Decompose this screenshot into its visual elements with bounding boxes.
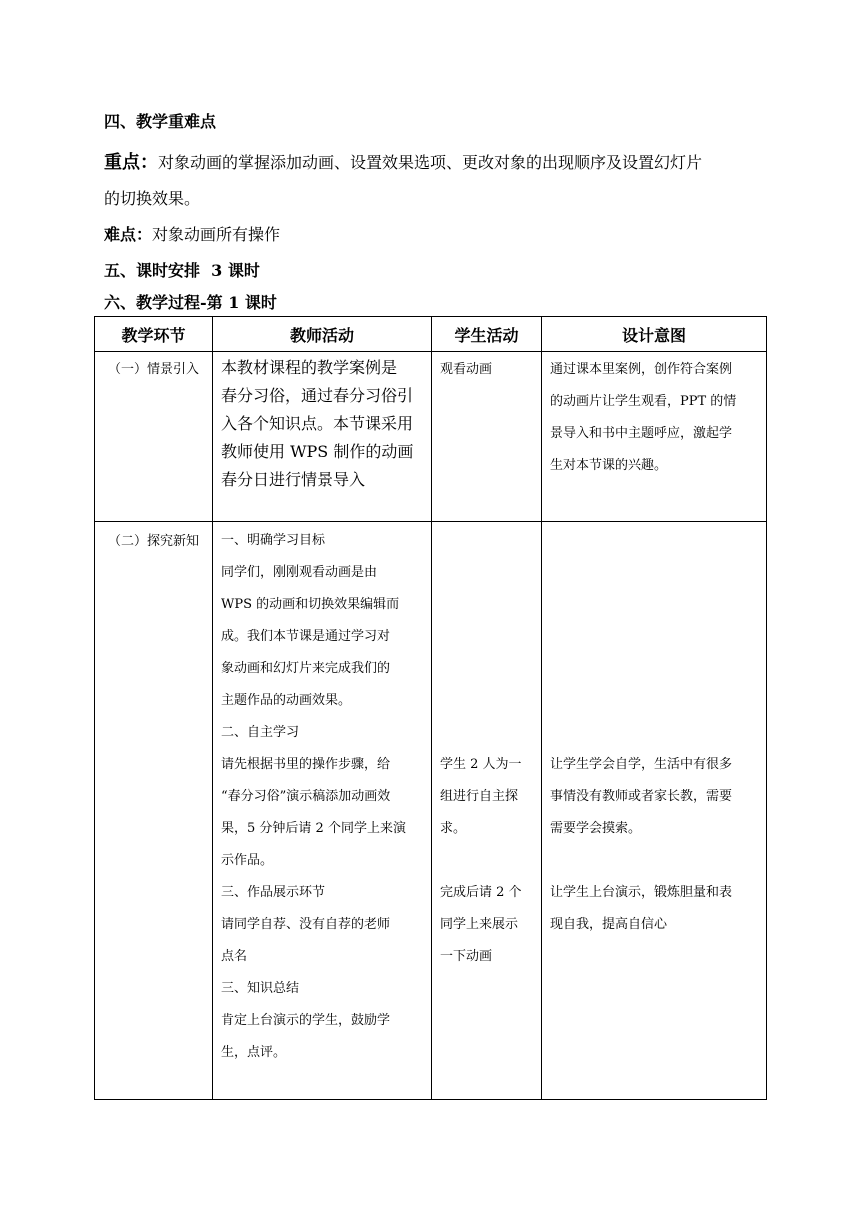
header-student: 学生活动 (432, 317, 542, 352)
row2-teacher-line: 主题作品的动画效果。 (221, 693, 352, 708)
row2-teacher-line: 三、知识总结 (221, 981, 300, 996)
row2-intent-line (550, 845, 760, 877)
key-points-line-1 (104, 148, 702, 174)
table-header-row (95, 317, 767, 352)
row2-student-line (440, 557, 535, 589)
row2-student-line: 组进行自主探 (440, 789, 519, 804)
header-teacher: 教师活动 (213, 317, 432, 352)
row2-student-line (440, 717, 535, 749)
row1-intent (542, 352, 767, 522)
row2-teacher-line: 象动画和幻灯片来完成我们的 (221, 661, 391, 676)
row2-intent-line: 需要学会摸索。 (550, 821, 642, 836)
header-intent: 设计意图 (542, 317, 767, 352)
row1-student (432, 352, 542, 522)
row2-teacher-line: WPS 的动画和切换效果编辑而 (221, 597, 400, 612)
row2-teacher-line: 同学们，刚刚观看动画是由 (221, 565, 378, 580)
row2-intent-line (550, 589, 760, 621)
row2-intent-line: 事情没有教师或者家长教，需要 (550, 789, 733, 804)
row1-teacher-line: 春分习俗，通过春分习俗引 (221, 386, 414, 405)
row2-teacher-line: 三、作品展示环节 (221, 885, 326, 900)
row2-teacher-line: 生，点评。 (221, 1045, 287, 1060)
row2-student-line (440, 589, 535, 621)
row2-student-line: 完成后请 2 个 (440, 885, 522, 900)
heading-schedule: 五、课时安排 3 课时 (104, 261, 260, 280)
row1-intent-line: 的动画片让学生观看，PPT 的情 (550, 394, 737, 409)
row2-student-line: 学生 2 人为一 (440, 757, 522, 772)
row2-teacher-line: 肯定上台演示的学生，鼓励学 (221, 1013, 391, 1028)
row2-student-line (440, 621, 535, 653)
row2-intent-line (550, 621, 760, 653)
row2-student (432, 522, 542, 1100)
row2-teacher-line: 成。我们本节课是通过学习对 (221, 629, 391, 644)
row2-intent-line: 让学生学会自学，生活中有很多 (550, 757, 733, 772)
row2-intent-line (550, 525, 760, 557)
row2-student-line (440, 685, 535, 717)
table-row (95, 352, 767, 522)
row2-intent-line: 让学生上台演示，锻炼胆量和表 (550, 885, 733, 900)
row2-intent-line (550, 653, 760, 685)
row2-intent-line (550, 685, 760, 717)
row1-teacher-line: 春分日进行情景导入 (221, 470, 366, 489)
row2-student-line (440, 845, 535, 877)
row2-teacher-line: “春分习俗”演示稿添加动画效 (221, 789, 391, 804)
row2-intent-line: 现自我，提高自信心 (550, 917, 668, 932)
row1-teacher-line: 入各个知识点。本节课采用 (221, 414, 414, 433)
row2-student-line (440, 653, 535, 685)
row2-teacher-line: 一、明确学习目标 (221, 533, 326, 548)
row1-student-line: 观看动画 (440, 362, 493, 377)
row1-teacher-line: 教师使用 WPS 制作的动画 (221, 442, 414, 461)
row1-intent-line: 通过课本里案例，创作符合案例 (550, 362, 733, 377)
heading-process: 六、教学过程-第 1 课时 (104, 293, 277, 312)
row2-teacher-line: 示作品。 (221, 853, 274, 868)
row2-teacher-line: 请先根据书里的操作步骤，给 (221, 757, 391, 772)
heading-key-points: 四、教学重难点 (104, 112, 217, 131)
row1-stage: （一）情景引入 (95, 352, 213, 522)
row2-intent-line (550, 557, 760, 589)
row2-intent (542, 522, 767, 1100)
difficulty-label: 难点： (104, 225, 153, 244)
row2-intent-line (550, 717, 760, 749)
row2-student-line: 求。 (440, 821, 467, 836)
key-text-1: 对象动画的掌握添加动画、设置效果选项、更改对象的出现顺序及设置幻灯片 (158, 153, 703, 172)
row2-student-line (440, 525, 535, 557)
row1-teacher-line: 本教材课程的教学案例是 (221, 358, 398, 377)
row2-teacher-line: 点名 (221, 949, 248, 964)
row1-intent-line: 生对本节课的兴趣。 (550, 458, 668, 473)
table-row (95, 522, 767, 1100)
row2-teacher-line: 请同学自荐、没有自荐的老师 (221, 917, 391, 932)
header-stage: 教学环节 (95, 317, 213, 352)
row2-student-line: 同学上来展示 (440, 917, 519, 932)
row1-teacher (213, 352, 432, 522)
difficulty-line (104, 222, 280, 245)
key-label: 重点： (104, 152, 158, 173)
key-text-2: 的切换效果。 (104, 189, 201, 208)
row2-stage: （二）探究新知 (95, 522, 213, 1100)
row2-student-line: 一下动画 (440, 949, 493, 964)
difficulty-text: 对象动画所有操作 (152, 225, 281, 244)
row2-teacher (213, 522, 432, 1100)
lesson-table (94, 316, 767, 1100)
row1-intent-line: 景导入和书中主题呼应，激起学 (550, 426, 733, 441)
row2-teacher-line: 果，5 分钟后请 2 个同学上来演 (221, 821, 406, 836)
row2-teacher-line: 二、自主学习 (221, 725, 300, 740)
